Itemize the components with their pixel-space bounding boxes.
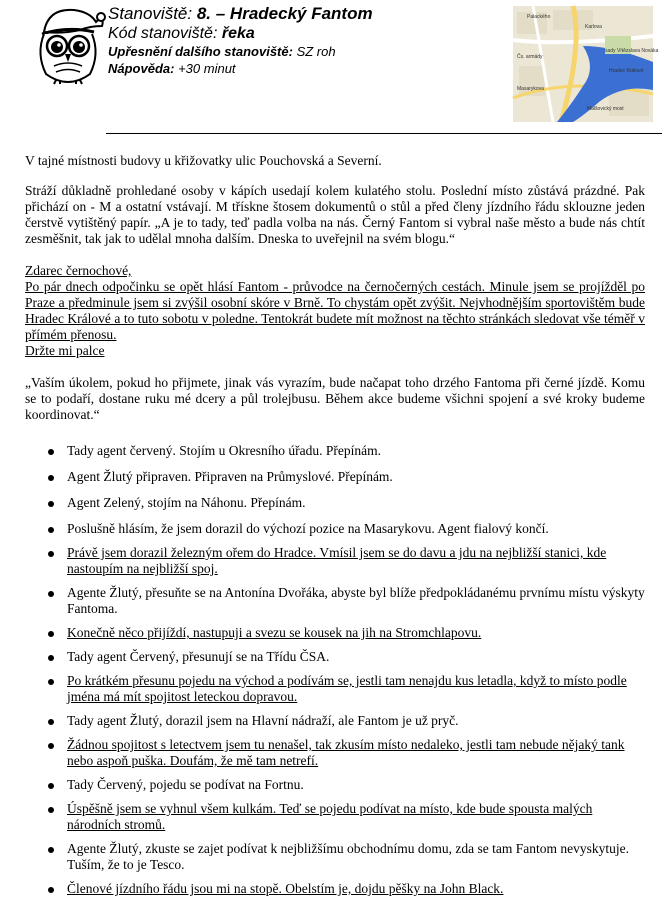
- bullet-icon: [48, 783, 54, 789]
- list-item: [25, 673, 645, 705]
- list-item: [25, 495, 645, 511]
- map-label: Karlova: [585, 24, 602, 30]
- next-station-value: SZ roh: [296, 44, 336, 59]
- bullet-icon: [48, 655, 54, 661]
- list-item: [25, 521, 645, 537]
- map-label: Malšovický most: [587, 106, 624, 112]
- list-item: [25, 713, 645, 729]
- list-item: [25, 881, 645, 897]
- bullet-icon: [48, 743, 54, 749]
- map-label: Masarykova: [517, 86, 544, 92]
- report-text: Konečně něco přijíždí, nastupuji a svezu se kousek na jih na Stromchlapovu.: [67, 625, 482, 640]
- blog-greeting: Zdarec černochové,: [25, 263, 132, 278]
- map-label: Palackého: [527, 14, 551, 20]
- list-item: [25, 777, 645, 793]
- bullet-icon: [48, 631, 54, 637]
- report-text: Po krátkém přesunu pojedu na východ a podívám se, jestli tam nenajdu kus letadla, když to místo podle jména má mít spojitost leteckou dopravou.: [67, 673, 627, 704]
- location-map: [513, 6, 659, 122]
- report-text: Agente Žlutý, zkuste se zajet podívat k nejbližšímu obchodnímu domu, zda se tam Fantom nevyskytuje. Tuším, že to je Tesco.: [67, 841, 630, 872]
- intro-paragraph: V tajné místnosti budovy u křižovatky ulic Pouchovská a Severní.: [25, 153, 382, 168]
- report-text: Agent Žlutý připraven. Připraven na Průmyslové. Přepínám.: [67, 469, 393, 484]
- bullet-icon: [48, 807, 54, 813]
- map-label: Čs. armády: [517, 54, 543, 60]
- list-item: [25, 545, 645, 577]
- report-text: Členové jízdního řádu jsou mi na stopě. Obelstím je, dojdu pěšky na John Black.: [67, 881, 504, 896]
- map-label: sady Vítězslava Nováka: [605, 48, 659, 54]
- bullet-icon: [48, 887, 54, 893]
- hint-value: +30 minut: [178, 61, 236, 76]
- list-item: [25, 469, 645, 485]
- bullet-icon: [48, 679, 54, 685]
- report-text: Tady agent Žlutý, dorazil jsem na Hlavní nádraží, ale Fantom je už pryč.: [67, 713, 459, 728]
- story-paragraph: Stráží důkladně prohledané osoby v kápích usedají kolem kulatého stolu. Poslední místo zůstává prázdné. Pak přichází on - M a ostatní vstávají. M třískne štosem dokumentů o stůl a před členy jízdního řádu sklouzne jeden čerstvě vytištěný papír. „A je to tady, teď padla volba na nás. Černý Fantom si vybral naše město a bude nás chtít zesměšnit, tak jak to udělal mnoha dalším. Dneska to uveřejnil na svém blogu.“: [25, 183, 645, 246]
- report-text: Poslušně hlásím, že jsem dorazil do výchozí pozice na Masarykovu. Agent fialový končí.: [67, 521, 549, 536]
- owl-logo-icon: [30, 4, 106, 84]
- blog-message: [25, 263, 645, 359]
- report-text: Agente Žlutý, přesuňte se na Antonína Dvořáka, abyste byl blíže předpokládanému prvnímu místu výskyty Fantoma.: [67, 585, 645, 616]
- list-item: [25, 585, 645, 617]
- station-info: [108, 3, 373, 77]
- list-item: [25, 443, 645, 459]
- station-code-line: Kód stanoviště: řeka: [108, 25, 255, 42]
- list-item: [25, 737, 645, 769]
- list-item: [25, 801, 645, 833]
- report-text: Tady Červený, pojedu se podívat na Fortnu.: [67, 777, 304, 792]
- bullet-icon: [48, 591, 54, 597]
- station-line: Stanoviště: 8. – Hradecký Fantom: [108, 4, 373, 23]
- map-label: Hradec Králové: [609, 68, 644, 74]
- list-item: [25, 841, 645, 873]
- report-text: Úspěšně jsem se vyhnul všem kulkám. Teď se pojedu podívat na místo, kde bude spousta malých národních stromů.: [67, 801, 593, 832]
- bullet-icon: [48, 501, 54, 507]
- hint-line: Nápověda: +30 minut: [108, 61, 236, 76]
- list-item: [25, 625, 645, 641]
- list-item: [25, 649, 645, 665]
- bullet-icon: [48, 551, 54, 557]
- blog-body: Po pár dnech odpočinku se opět hlásí Fantom - průvodce na černočerných cestách. Minule jsem se projížděl po Praze a předminule jsem si zvýšil osobní skóre v Brně. To chystám opět zvýšit. Nejvhodnějším sportovištěm bude Hradec Králové a to tuto sobotu v poledne. Tentokrát budete mít možnost na těchto stránkách sledovat vše téměř v přímém přenosu.: [25, 279, 645, 342]
- next-station-line: Upřesnění dalšího stanoviště: SZ roh: [108, 44, 336, 59]
- bullet-icon: [48, 847, 54, 853]
- bullet-icon: [48, 719, 54, 725]
- header-divider: [106, 133, 662, 134]
- bullet-icon: [48, 449, 54, 455]
- mission-paragraph: „Vaším úkolem, pokud ho přijmete, jinak vás vyrazím, bude načapat toho drzého Fantoma při černé jízdě. Komu se to podaří, dostane ruku mé dcery a půl trolejbusu. Během akce budeme všichni spojení a své kroky budeme koordinovat.“: [25, 375, 645, 422]
- document-body: [25, 153, 645, 905]
- report-text: Tady agent červený. Stojím u Okresního úřadu. Přepínám.: [67, 443, 381, 458]
- station-code-value: řeka: [221, 25, 255, 42]
- station-value: 8. – Hradecký Fantom: [196, 4, 373, 23]
- blog-closing: Držte mi palce: [25, 343, 105, 358]
- report-text: Tady agent Červený, přesunují se na Třídu ČSA.: [67, 649, 330, 664]
- bullet-icon: [48, 475, 54, 481]
- agent-reports-list: [25, 443, 645, 897]
- report-text: Agent Zelený, stojím na Náhonu. Přepínám.: [67, 495, 306, 510]
- report-text: Žádnou spojitost s letectvem jsem tu nenašel, tak zkusím místo nedaleko, jestli tam nebude nějaký tank nebo aspoň puška. Doufám, že mě tam netrefí.: [67, 737, 625, 768]
- bullet-icon: [48, 527, 54, 533]
- report-text: Právě jsem dorazil železným ořem do Hradce. Vmísil jsem se do davu a jdu na nejbližší stanici, kde nastoupím na nejbližší spoj.: [67, 545, 607, 576]
- station-header: [0, 0, 664, 136]
